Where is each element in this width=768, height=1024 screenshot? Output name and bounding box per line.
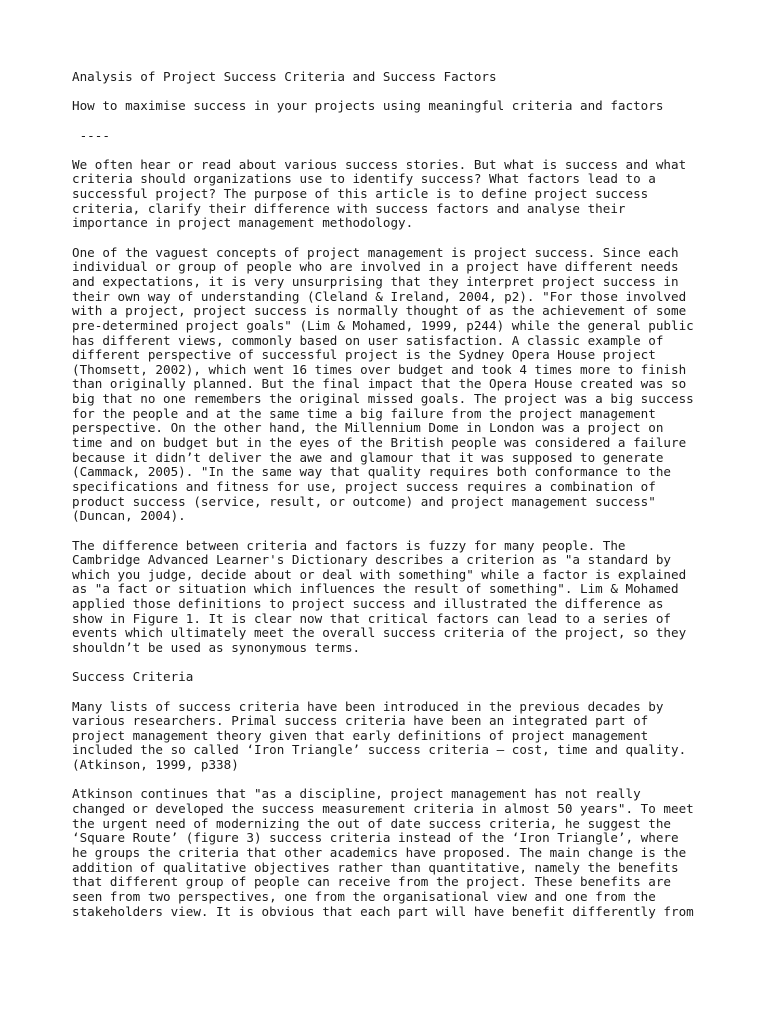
spacer [72, 231, 708, 246]
text-line: he groups the criteria that other academics have proposed. The main change is the [72, 844, 687, 860]
text-line: various researchers. Primal success criteria have been an integrated part of [72, 713, 649, 729]
text-line: changed or developed the success measurement criteria in almost 50 years". To meet [72, 801, 694, 817]
text-line: addition of qualitative objectives rather than quantitative, namely the benefits [72, 859, 679, 875]
text-line: big that no one remembers the original missed goals. The project was a big success [72, 391, 694, 407]
text-line: events which ultimately meet the overall success criteria of the project, so they [72, 625, 687, 641]
text-line: stakeholders view. It is obvious that each part will have benefit differently from [72, 903, 694, 919]
paragraph-intro [72, 158, 708, 231]
text-line: We often hear or read about various success stories. But what is success and what [72, 156, 687, 172]
text-line: criteria, clarify their difference with success factors and analyse their [72, 200, 626, 216]
text-line: which you judge, decide about or deal with something" while a factor is explained [72, 566, 687, 582]
text-line: that different group of people can receive from the project. These benefits are [72, 874, 671, 890]
text-line: different perspective of successful project is the Sydney Opera House project [72, 347, 656, 363]
text-line: (Cammack, 2005). "In the same way that quality requires both conformance to the [72, 464, 671, 480]
text-line: with a project, project success is normally thought of as the achievement of some [72, 303, 687, 319]
paragraph-success-criteria-lists [72, 700, 708, 773]
text-line: because it didn’t deliver the awe and glamour that it was supposed to generate [72, 449, 664, 465]
text-line: the urgent need of modernizing the out of date success criteria, he suggest the [72, 815, 671, 831]
paragraph-project-success [72, 246, 708, 524]
section-heading: Success Criteria [72, 669, 194, 685]
text-line: seen from two perspectives, one from the organisational view and one from the [72, 888, 656, 904]
text-line: has different views, commonly based on user satisfaction. A classic example of [72, 332, 664, 348]
text-line: product success (service, result, or outcome) and project management success" [72, 493, 656, 509]
spacer [72, 685, 708, 700]
spacer [72, 85, 708, 100]
text-line: criteria should organizations use to identify success? What factors lead to a [72, 171, 656, 187]
spacer [72, 773, 708, 788]
text-line: shouldn’t be used as synonymous terms. [72, 639, 361, 655]
text-line: as "a fact or situation which influences the result of something". Lim & Mohamed [72, 581, 679, 597]
text-line: ‘Square Route’ (figure 3) success criteria instead of the ‘Iron Triangle’, where [72, 830, 679, 846]
text-line: their own way of understanding (Cleland & Ireland, 2004, p2). "For those involved [72, 288, 687, 304]
text-line: included the so called ‘Iron Triangle’ success criteria – cost, time and quality. [72, 742, 687, 758]
document-title: Analysis of Project Success Criteria and Success Factors [72, 69, 497, 84]
text-line: (Thomsett, 2002), which went 16 times over budget and took 4 times more to finish [72, 361, 687, 377]
text-line: for the people and at the same time a big failure from the project management [72, 405, 656, 421]
paragraph-criteria-vs-factors [72, 539, 708, 656]
text-line: The difference between criteria and factors is fuzzy for many people. The [72, 537, 626, 553]
spacer [72, 114, 708, 129]
separator: ---- [72, 127, 110, 143]
text-line: specifications and fitness for use, project success requires a combination of [72, 478, 656, 494]
text-line: project management theory given that early definitions of project management [72, 727, 649, 743]
text-line: One of the vaguest concepts of project management is project success. Since each [72, 244, 679, 260]
text-line: Many lists of success criteria have been introduced in the previous decades by [72, 698, 664, 714]
document-subtitle: How to maximise success in your projects using meaningful criteria and factors [72, 98, 664, 114]
text-line: importance in project management methodology. [72, 215, 414, 231]
text-line: (Atkinson, 1999, p338) [72, 757, 239, 773]
text-line: than originally planned. But the final impact that the Opera House created was so [72, 376, 687, 392]
spacer [72, 524, 708, 539]
text-line: Cambridge Advanced Learner's Dictionary describes a criterion as "a standard by [72, 552, 671, 568]
text-line: applied those definitions to project success and illustrated the difference as [72, 596, 664, 612]
paragraph-atkinson [72, 787, 708, 919]
text-line: successful project? The purpose of this article is to define project success [72, 186, 649, 202]
text-line: pre-determined project goals" (Lim & Mohamed, 1999, p244) while the general public [72, 317, 694, 333]
text-line: (Duncan, 2004). [72, 508, 186, 524]
spacer [72, 143, 708, 158]
text-line: Atkinson continues that "as a discipline, project management has not really [72, 786, 641, 802]
text-line: and expectations, it is very unsurprising that they interpret project success in [72, 273, 679, 289]
text-line: individual or group of people who are involved in a project have different needs [72, 259, 679, 275]
text-line: show in Figure 1. It is clear now that critical factors can lead to a series of [72, 610, 671, 626]
spacer [72, 656, 708, 671]
text-line: time and on budget but in the eyes of the British people was considered a failure [72, 435, 687, 451]
text-line: perspective. On the other hand, the Millennium Dome in London was a project on [72, 420, 664, 436]
